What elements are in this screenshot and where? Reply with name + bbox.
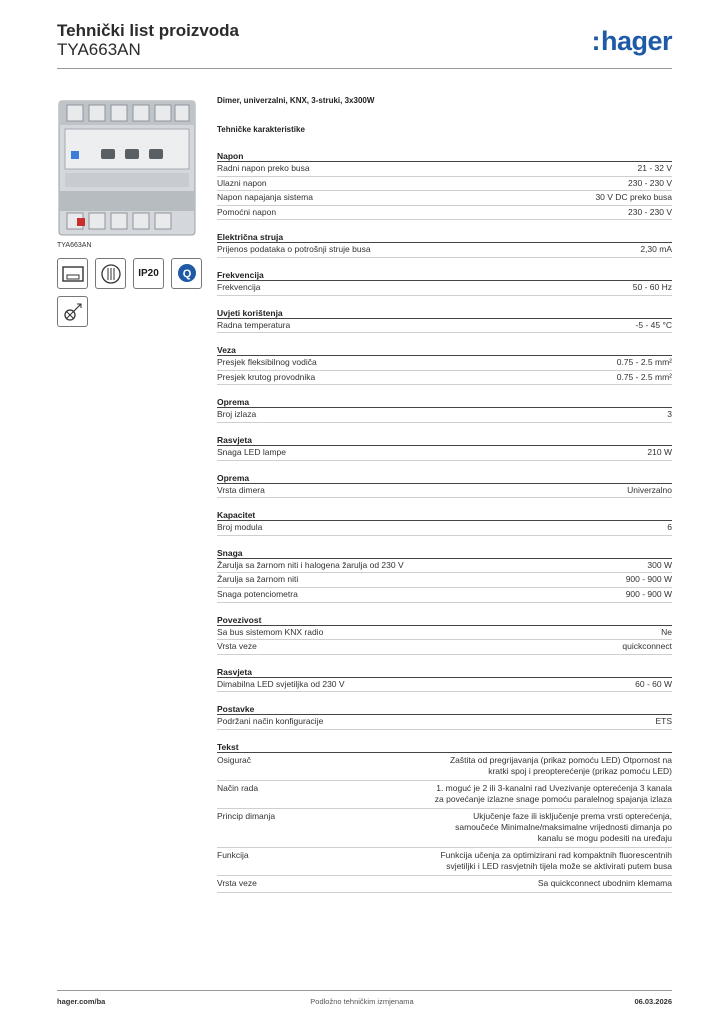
spec-row: [217, 678, 672, 693]
spec-value: Ukjučenje faze ili isključenje prema vrsti opterećenja, samoučeće Minimalne/maksimalne vrijednosti dimanja po kanalu se mogu podesiti na uređaju: [455, 810, 672, 843]
din-rail-icon: [57, 258, 88, 289]
spec-value: Ne: [661, 626, 672, 637]
spec-label: Osigurač: [217, 754, 252, 765]
spec-label: Presjek fleksibilnog vodiča: [217, 357, 317, 368]
product-panel: [57, 93, 197, 327]
spec-section: [217, 472, 672, 499]
spec-label: Princip dimanja: [217, 810, 276, 821]
spec-value: 300 W: [647, 559, 672, 570]
spec-panel: [217, 95, 672, 893]
spec-label: Broj izlaza: [217, 409, 257, 420]
image-caption: TYA663AN: [57, 242, 92, 249]
spec-value: 230 - 230 V: [628, 177, 672, 188]
quicklink-icon: [171, 258, 202, 289]
spec-heading: Tehničke karakteristike: [217, 125, 305, 134]
spec-value: 60 - 60 W: [635, 678, 672, 689]
spec-section: [217, 344, 672, 385]
spec-row: [217, 559, 672, 574]
spec-value: 6: [667, 522, 672, 533]
spec-label: Radna temperatura: [217, 319, 291, 330]
spec-value: 210 W: [647, 446, 672, 457]
product-description: Dimer, univerzalni, KNX, 3-struki, 3x300W: [217, 96, 375, 105]
section-title: Oprema: [217, 472, 672, 484]
spec-value: 900 - 900 W: [625, 588, 672, 599]
page-title: Tehnički list proizvoda: [57, 21, 239, 40]
spec-row: [217, 162, 672, 177]
spec-section: [217, 396, 672, 423]
spec-section: [217, 741, 672, 893]
spec-row: [217, 715, 672, 730]
section-title: Rasvjeta: [217, 666, 672, 678]
lamp-dimmer-icon: [57, 296, 88, 327]
spec-label: Ulazni napon: [217, 177, 267, 188]
spec-row: [217, 521, 672, 536]
spec-label: Frekvencija: [217, 281, 261, 292]
spec-row: [217, 809, 672, 848]
spec-value: Zaštita od pregrijavanja (prikaz pomoću LED) Otpornost na kratki spoj i preopterećenje (prikaz pomoću LED): [449, 754, 672, 776]
spec-label: Broj modula: [217, 522, 263, 533]
spec-row: [217, 753, 672, 781]
section-title: Postavke: [217, 703, 672, 715]
spec-section: [217, 614, 672, 655]
spec-label: Funkcija: [217, 849, 249, 860]
hager-logo: :hager: [591, 26, 672, 56]
spec-section: [217, 269, 672, 296]
spec-label: Presjek krutog provodnika: [217, 371, 316, 382]
section-title: Napon: [217, 150, 672, 162]
spec-row: [217, 206, 672, 221]
spec-value: 2,30 mA: [640, 244, 672, 255]
ip20-icon: IP20: [133, 258, 164, 289]
section-title: Kapacitet: [217, 509, 672, 521]
spec-sections: [217, 150, 672, 893]
spec-row: [217, 446, 672, 461]
section-title: Rasvjeta: [217, 434, 672, 446]
product-image: [57, 93, 197, 238]
spec-row: [217, 191, 672, 206]
spec-row: [217, 243, 672, 258]
spec-section: [217, 150, 672, 220]
spec-row: [217, 177, 672, 192]
spec-row: [217, 848, 672, 876]
spec-section: [217, 547, 672, 603]
spec-label: Podržani način konfiguracije: [217, 716, 324, 727]
spec-label: Radni napon preko busa: [217, 163, 310, 173]
spec-row: [217, 573, 672, 588]
spec-label: Sa bus sistemom KNX radio: [217, 626, 324, 637]
dimmer-symbol-icon: [95, 258, 126, 289]
spec-label: Napon napajanja sistema: [217, 192, 313, 203]
product-code: TYA663AN: [57, 40, 141, 59]
spec-value: 21 - 32 V: [637, 163, 672, 173]
spec-value: 0.75 - 2.5 mm²: [616, 357, 672, 368]
spec-value: Sa quickconnect ubodnim klemama: [537, 877, 672, 888]
spec-label: Snaga potenciometra: [217, 588, 298, 599]
section-title: Električna struja: [217, 231, 672, 243]
section-title: Veza: [217, 344, 672, 356]
spec-value: 0.75 - 2.5 mm²: [616, 371, 672, 382]
spec-value: -5 - 45 °C: [635, 319, 672, 330]
spec-value: 230 - 230 V: [628, 206, 672, 217]
svg-text:Q: Q: [182, 267, 191, 280]
section-title: Povezivost: [217, 614, 672, 626]
spec-row: [217, 626, 672, 641]
spec-row: [217, 588, 672, 603]
spec-section: [217, 231, 672, 258]
spec-row: [217, 876, 672, 893]
spec-label: Vrsta veze: [217, 877, 257, 888]
spec-label: Pomoćni napon: [217, 206, 277, 217]
section-title: Uvjeti korištenja: [217, 307, 672, 319]
spec-value: quickconnect: [622, 641, 672, 652]
spec-row: [217, 408, 672, 423]
spec-section: [217, 434, 672, 461]
spec-label: Žarulja sa žarnom niti i halogena žarulja od 230 V: [217, 559, 404, 570]
spec-value: 900 - 900 W: [625, 574, 672, 585]
spec-section: [217, 509, 672, 536]
spec-row: [217, 484, 672, 499]
spec-row: [217, 781, 672, 809]
spec-row: [217, 640, 672, 655]
spec-value: ETS: [655, 716, 672, 727]
spec-value: Funkcija učenja za optimizirani rad kompaktnih fluorescentnih svjetiljki i LED rasvjetnih tijela može se aktivirati putem busa: [440, 849, 672, 871]
header-divider: [57, 68, 672, 69]
spec-section: [217, 307, 672, 334]
spec-row: [217, 371, 672, 386]
footer-date: 06.03.2026: [634, 997, 672, 1006]
spec-value: 1. moguć je 2 ili 3-kanalni rad Uvezivanje opterećenja 3 kanala za povećanje izlazne snage pomoću paralelnog spajanja izlaza: [434, 782, 672, 804]
spec-row: [217, 356, 672, 371]
spec-value: 3: [667, 409, 672, 420]
spec-label: Žarulja sa žarnom niti: [217, 574, 299, 585]
footer-website: hager.com/ba: [57, 997, 106, 1006]
section-title: Snaga: [217, 547, 672, 559]
spec-label: Prijenos podataka o potrošnji struje busa: [217, 244, 371, 255]
spec-section: [217, 703, 672, 730]
spec-label: Vrsta veze: [217, 641, 257, 652]
section-title: Tekst: [217, 741, 672, 753]
spec-section: [217, 666, 672, 693]
footer-divider: [57, 990, 672, 991]
spec-label: Vrsta dimera: [217, 484, 265, 495]
spec-label: Dimabilna LED svjetiljka od 230 V: [217, 678, 345, 689]
spec-label: Snaga LED lampe: [217, 446, 286, 457]
certification-icons: [57, 258, 197, 327]
spec-row: [217, 319, 672, 334]
spec-value: 50 - 60 Hz: [632, 281, 672, 292]
spec-label: Način rada: [217, 782, 259, 793]
spec-value: 30 V DC preko busa: [595, 192, 672, 203]
spec-value: Univerzalno: [627, 484, 672, 495]
footer-disclaimer: Podložno tehničkim izmjenama: [310, 997, 414, 1006]
section-title: Frekvencija: [217, 269, 672, 281]
section-title: Oprema: [217, 396, 672, 408]
spec-row: [217, 281, 672, 296]
